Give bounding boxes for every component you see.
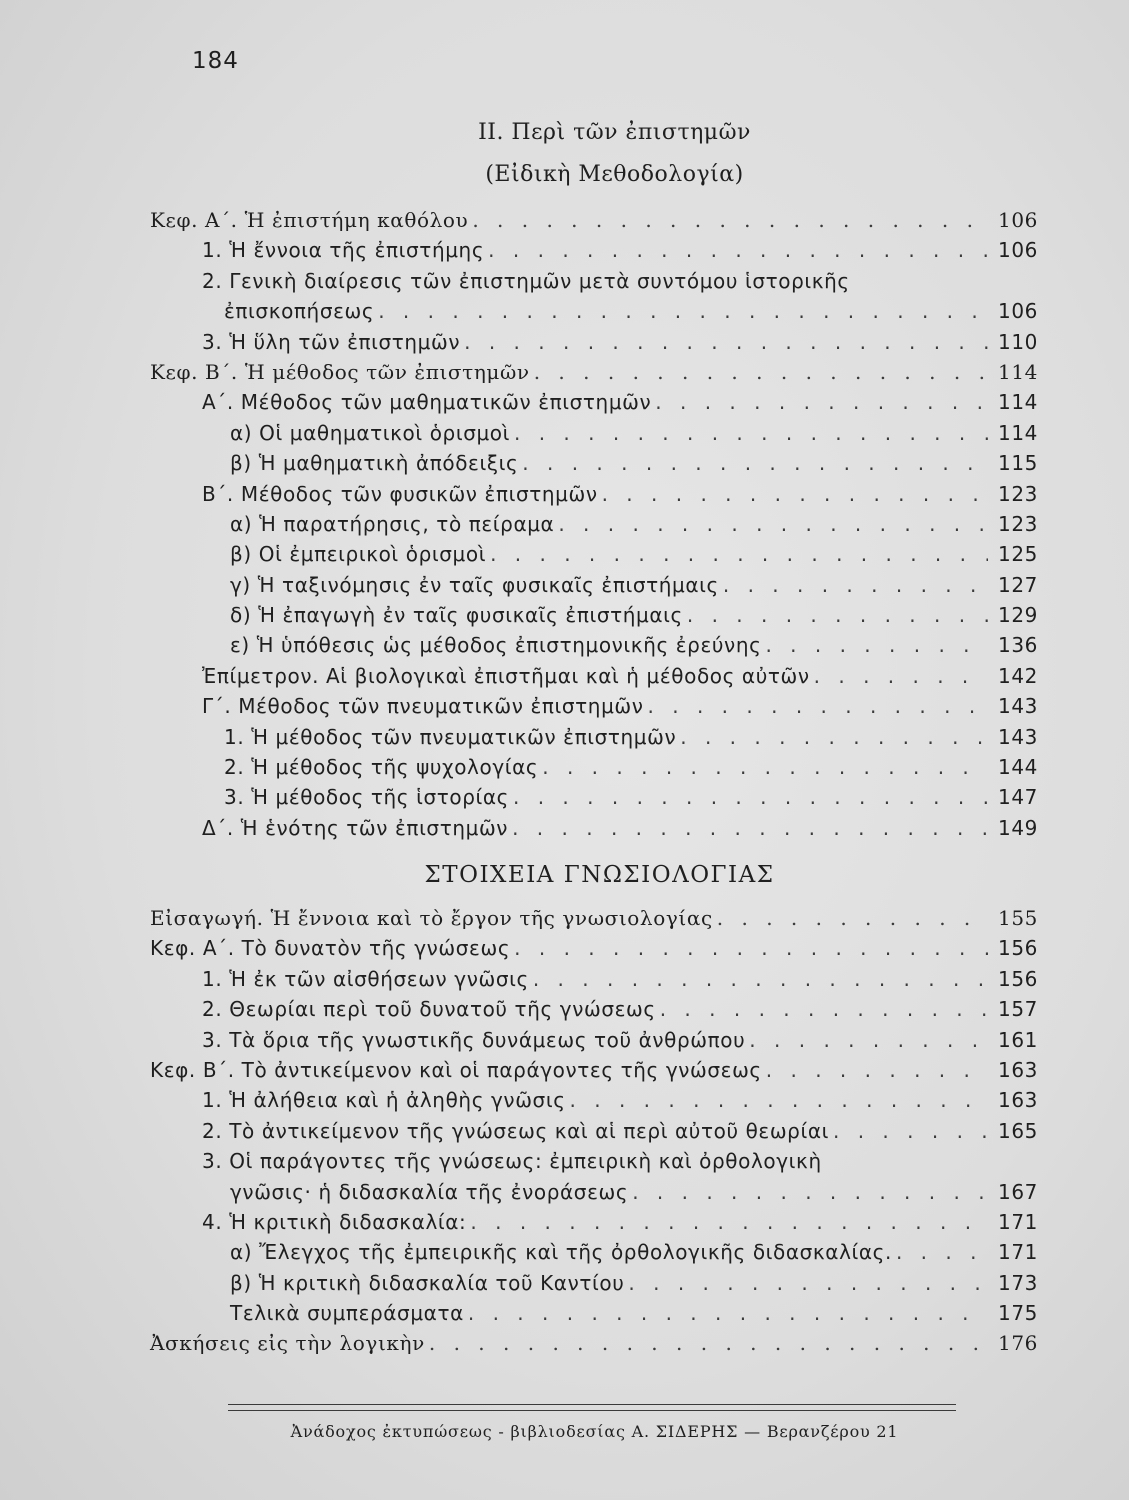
toc-entry-page: 106 <box>998 299 1038 324</box>
toc-entry-label: 3. Ἡ μέθοδος τῆς ἱστορίας <box>224 785 509 810</box>
toc-leader-dots <box>542 755 988 779</box>
toc-entry <box>150 238 1050 268</box>
toc-entry <box>150 603 1050 633</box>
toc-leader-dots <box>602 482 988 506</box>
toc-leader-dots <box>514 421 988 445</box>
toc-leader-dots <box>468 1301 988 1325</box>
toc-leader-dots <box>464 330 988 354</box>
toc-entry-page: 156 <box>998 936 1038 961</box>
toc-entry-page: 171 <box>998 1209 1038 1234</box>
toc-entry-page: 157 <box>998 997 1038 1022</box>
toc-entry <box>150 299 1050 329</box>
toc-leader-dots <box>680 725 988 749</box>
toc-entry-page: 114 <box>998 420 1038 445</box>
toc-entry <box>150 330 1050 360</box>
toc-leader-dots <box>472 208 988 232</box>
toc-entry-label: 1. Ἡ μέθοδος τῶν πνευματικῶν ἐπιστημῶν <box>224 724 677 749</box>
toc-leader-dots <box>660 997 988 1021</box>
toc-leader-dots <box>558 512 988 536</box>
toc-entry <box>150 573 1050 603</box>
toc-entry-page: 123 <box>998 511 1038 536</box>
toc-entry-page: 167 <box>998 1179 1038 1204</box>
toc-entry <box>150 1028 1050 1058</box>
toc-entry-page: 175 <box>998 1301 1038 1326</box>
toc-entry-page: 147 <box>998 785 1038 810</box>
section-title: II. Περὶ τῶν ἐπιστημῶν <box>478 120 751 145</box>
toc-entry <box>150 421 1050 451</box>
toc-entry <box>150 1088 1050 1118</box>
footer-imprint: Ἀνάδοχος ἐκτυπώσεως - βιβλιοδεσίας Α. ΣΙΔΕΡΗΣ — Βερανζέρου 21 <box>290 1422 899 1441</box>
toc-entry-page: 171 <box>998 1240 1038 1265</box>
section-subtitle: (Εἰδικὴ Μεθοδολογία) <box>485 162 744 187</box>
toc-entry-page: 136 <box>998 633 1038 658</box>
toc-leader-dots <box>490 542 988 566</box>
toc-leader-dots <box>723 573 988 597</box>
gnosiology-title: ΣΤΟΙΧΕΙΑ ΓΝΩΣΙΟΛΟΓΙΑΣ <box>424 862 775 888</box>
toc-entry <box>150 633 1050 663</box>
toc-leader-dots <box>533 967 988 991</box>
toc-leader-dots <box>378 299 988 323</box>
toc-leader-dots <box>514 936 988 960</box>
toc-entry <box>150 906 1050 936</box>
toc-leader-dots <box>429 1331 988 1355</box>
toc-entry <box>150 1240 1050 1270</box>
toc-entry-label: 3. Οἱ παράγοντες τῆς γνώσεως: ἐμπειρικὴ καὶ ὀρθολογικὴ <box>202 1149 822 1174</box>
toc-entry-page: 155 <box>998 906 1038 930</box>
toc-entry-page: 115 <box>998 451 1038 476</box>
toc-entry-label: ε) Ἡ ὑπόθεσις ὡς μέθοδος ἐπιστημονικῆς ἐρεύνης <box>230 633 762 658</box>
toc-entry-page: 144 <box>998 755 1038 780</box>
toc-entry <box>150 785 1050 815</box>
toc-leader-dots <box>570 1088 988 1112</box>
toc-leader-dots <box>488 238 988 262</box>
toc-entry-label: β) Ἡ κριτικὴ διδασκαλία τοῦ Καντίου <box>230 1270 625 1295</box>
toc-entry-label: 2. Θεωρίαι περὶ τοῦ δυνατοῦ τῆς γνώσεως <box>202 997 656 1022</box>
toc-entry <box>150 1331 1050 1361</box>
toc-entry <box>150 1301 1050 1331</box>
toc-entry-page: 149 <box>998 815 1038 840</box>
toc-entry-label: Κεφ. Β΄. Ἡ μέθοδος τῶν ἐπιστημῶν <box>150 359 530 384</box>
toc-entry-label: 2. Γενικὴ διαίρεσις τῶν ἐπιστημῶν μετὰ συντόμου ἱστορικῆς <box>202 268 850 293</box>
toc-entry <box>150 1119 1050 1149</box>
toc-entry-page: 156 <box>998 966 1038 991</box>
toc-entry <box>150 208 1050 238</box>
toc-leader-dots <box>534 360 988 384</box>
toc-entry-page: 127 <box>998 572 1038 597</box>
toc-entry <box>150 1149 1050 1179</box>
toc-entry <box>150 967 1050 997</box>
toc-entry <box>150 269 1050 299</box>
toc-leader-dots <box>833 1119 988 1143</box>
toc-entry <box>150 664 1050 694</box>
toc-entry <box>150 1271 1050 1301</box>
toc-entry-label: Ἀσκήσεις εἰς τὴν λογικὴν <box>150 1331 425 1356</box>
toc-leader-dots <box>648 694 988 718</box>
toc-entry-label: α) Ἡ παρατήρησις, τὸ πείραμα <box>230 511 555 536</box>
toc-entry <box>150 482 1050 512</box>
toc-entry <box>150 542 1050 572</box>
toc-entry-label: 1. Ἡ ἀλήθεια καὶ ἡ ἀληθὴς γνῶσις <box>202 1088 566 1113</box>
toc-entry-label: 3. Ἡ ὕλη τῶν ἐπιστημῶν <box>202 329 461 354</box>
toc-entry-page: 143 <box>998 724 1038 749</box>
toc-leader-dots <box>470 1210 988 1234</box>
toc-entry-label: γνῶσις· ἡ διδασκαλία τῆς ἐνοράσεως <box>230 1179 629 1204</box>
toc-entry-page: 163 <box>998 1088 1038 1113</box>
toc-entry-page: 125 <box>998 542 1038 567</box>
toc-entry-page: 163 <box>998 1057 1038 1082</box>
toc-entry-label: γ) Ἡ ταξινόμησις ἐν ταῖς φυσικαῖς ἐπιστήμαις <box>230 572 719 597</box>
toc-leader-dots <box>655 390 988 414</box>
toc-entry-label: ἐπισκοπήσεως <box>224 299 375 324</box>
toc-entry-label: Ἐπίμετρον. Αἱ βιολογικαὶ ἐπιστῆμαι καὶ ἡ μέθοδος αὐτῶν <box>202 663 810 688</box>
toc-entry <box>150 1210 1050 1240</box>
toc-entry <box>150 725 1050 755</box>
toc-entry-label: Β΄. Μέθοδος τῶν φυσικῶν ἐπιστημῶν <box>202 481 598 506</box>
toc-entry-page: 106 <box>998 208 1038 232</box>
footer-rule <box>228 1404 956 1405</box>
toc-entry-page: 123 <box>998 481 1038 506</box>
toc-entry-page: 176 <box>998 1331 1038 1356</box>
toc-entry-label: 1. Ἡ ἔννοια τῆς ἐπιστήμης <box>202 238 485 263</box>
toc-entry-label: α) Ἔλεγχος τῆς ἐμπειρικῆς καὶ τῆς ὀρθολογικῆς διδασκαλίας. <box>230 1240 892 1265</box>
toc-entry <box>150 997 1050 1027</box>
toc-leader-dots <box>687 603 988 627</box>
toc-entry <box>150 1058 1050 1088</box>
toc-entry-page: 161 <box>998 1027 1038 1052</box>
toc-entry <box>150 936 1050 966</box>
toc-leader-dots <box>717 906 988 930</box>
toc-gnosiology <box>150 906 1050 1362</box>
toc-leader-dots <box>628 1271 988 1295</box>
toc-entry-label: Εἰσαγωγή. Ἡ ἔννοια καὶ τὸ ἔργον τῆς γνωσιολογίας <box>150 906 713 930</box>
toc-leader-dots <box>749 1028 988 1052</box>
toc-leader-dots <box>814 664 988 688</box>
toc-entry-page: 129 <box>998 603 1038 628</box>
toc-entry-page: 143 <box>998 694 1038 719</box>
toc-entry-label: 1. Ἡ ἐκ τῶν αἰσθήσεων γνῶσις <box>202 966 529 991</box>
toc-entry <box>150 816 1050 846</box>
footer-rule <box>228 1410 956 1411</box>
toc-entry-page: 173 <box>998 1270 1038 1295</box>
toc-entry-label: Κεφ. Α΄. Ἡ ἐπιστήμη καθόλου <box>150 208 469 232</box>
toc-entry-label: Κεφ. Α΄. Τὸ δυνατὸν τῆς γνώσεως <box>150 936 511 961</box>
page-number: 184 <box>192 48 239 74</box>
toc-leader-dots <box>522 451 988 475</box>
toc-entry-label: δ) Ἡ ἐπαγωγὴ ἐν ταῖς φυσικαῖς ἐπιστήμαις <box>230 603 683 628</box>
toc-leader-dots <box>632 1180 988 1204</box>
toc-entry <box>150 1180 1050 1210</box>
toc-entry-label: Κεφ. Β΄. Τὸ ἀντικείμενον καὶ οἱ παράγοντες τῆς γνώσεως <box>150 1057 762 1082</box>
toc-entry-label: Γ΄. Μέθοδος τῶν πνευματικῶν ἐπιστημῶν <box>202 694 644 719</box>
toc-entry-page: 114 <box>998 359 1038 384</box>
toc-entry-page: 114 <box>998 390 1038 415</box>
toc-leader-dots <box>766 1058 988 1082</box>
toc-entry-label: β) Οἱ ἐμπειρικοὶ ὁρισμοὶ <box>230 542 487 567</box>
toc-entry <box>150 451 1050 481</box>
toc-entry-label: 2. Τὸ ἀντικείμενον τῆς γνώσεως καὶ αἱ περὶ αὐτοῦ θεωρίαι <box>202 1118 829 1143</box>
toc-entry-page: 165 <box>998 1118 1038 1143</box>
toc-entry <box>150 360 1050 390</box>
toc-entry-label: Α΄. Μέθοδος τῶν μαθηματικῶν ἐπιστημῶν <box>202 390 652 415</box>
toc-entry-label: Τελικὰ συμπεράσματα <box>230 1301 464 1326</box>
toc-entry <box>150 694 1050 724</box>
toc-leader-dots <box>765 633 988 657</box>
toc-entry-label: α) Οἱ μαθηματικοὶ ὁρισμοὶ <box>230 420 510 445</box>
toc-entry <box>150 390 1050 420</box>
toc-entry-label: 4. Ἡ κριτικὴ διδασκαλία: <box>202 1209 467 1234</box>
toc-entry <box>150 512 1050 542</box>
toc-entry-label: 3. Τὰ ὅρια τῆς γνωστικῆς δυνάμεως τοῦ ἀνθρώπου <box>202 1027 746 1052</box>
toc-entry <box>150 755 1050 785</box>
toc-entry-page: 110 <box>998 329 1038 354</box>
toc-section-2 <box>150 208 1050 846</box>
toc-leader-dots <box>512 816 988 840</box>
toc-leader-dots <box>896 1240 988 1264</box>
toc-entry-page: 106 <box>998 238 1038 263</box>
toc-entry-label: Δ΄. Ἡ ἑνότης τῶν ἐπιστημῶν <box>202 815 509 840</box>
toc-leader-dots <box>513 785 988 809</box>
toc-entry-page: 142 <box>998 663 1038 688</box>
toc-entry-label: β) Ἡ μαθηματικὴ ἀπόδειξις <box>230 451 519 476</box>
toc-entry-label: 2. Ἡ μέθοδος τῆς ψυχολογίας <box>224 755 539 780</box>
